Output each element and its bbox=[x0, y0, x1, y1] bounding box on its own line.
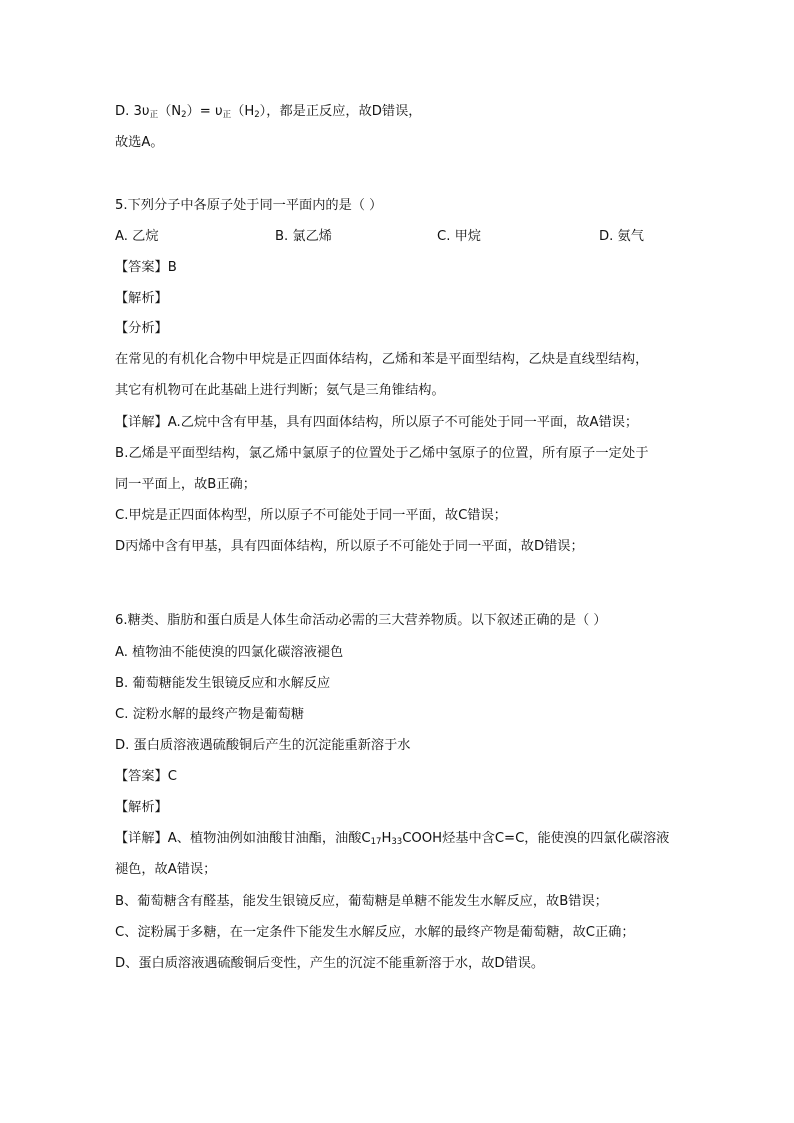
q5-detail-d: D丙烯中含有甲基，具有四面体结构，所以原子不可能处于同一平面，故D错误； bbox=[115, 539, 584, 554]
q6-detail-c: C、淀粉属于多糖，在一定条件下能发生水解反应，水解的最终产物是葡萄糖，故C正确； bbox=[115, 925, 635, 940]
text-segment: COOH烃基中含C=C，能使溴的四氯化碳溶液 bbox=[402, 831, 670, 846]
prev-option-d-explanation bbox=[115, 103, 421, 124]
question-6-stem: 6.糖类、脂肪和蛋白质是人体生命活动必需的三大营养物质。以下叙述正确的是（ ） bbox=[115, 613, 607, 628]
text-segment: ），都是正反应，故D错误， bbox=[259, 104, 422, 119]
subscript: 正 bbox=[222, 110, 232, 120]
q6-option-a: A. 植物油不能使溴的四氯化碳溶液褪色 bbox=[115, 645, 344, 660]
q6-option-d: D. 蛋白质溶液遇硫酸铜后产生的沉淀能重新溶于水 bbox=[115, 738, 411, 753]
q6-detail-d: D、蛋白质溶液遇硫酸铜后变性，产生的沉淀不能重新溶于水，故D错误。 bbox=[115, 956, 545, 971]
text-segment: 【详解】A、植物油例如油酸甘油酯，油酸C bbox=[115, 831, 371, 846]
q6-detail-b: B、葡萄糖含有醛基，能发生银镜反应，葡萄糖是单糖不能发生水解反应，故B错误； bbox=[115, 894, 608, 909]
q5-analysis-heading: 【解析】 bbox=[115, 291, 168, 306]
q5-option-a: A. 乙烷 bbox=[115, 229, 159, 244]
q5-detail-b-line-2: 同一平面上，故B正确； bbox=[115, 477, 256, 492]
q5-option-b: B. 氯乙烯 bbox=[275, 229, 332, 244]
q5-detail-b-line-1: B.乙烯是平面型结构，氯乙烯中氯原子的位置处于乙烯中氢原子的位置，所有原子一定处于 bbox=[115, 446, 649, 461]
q5-analysis-line-2: 其它有机物可在此基础上进行判断；氨气是三角锥结构。 bbox=[115, 383, 445, 398]
q6-option-c: C. 淀粉水解的最终产物是葡萄糖 bbox=[115, 707, 305, 722]
subscript: 2 bbox=[181, 110, 187, 120]
q6-answer: 【答案】C bbox=[115, 769, 177, 784]
q5-detail-a: 【详解】A.乙烷中含有甲基，具有四面体结构，所以原子不可能处于同一平面，故A错误； bbox=[115, 415, 639, 430]
text-segment: D. 3υ bbox=[115, 104, 150, 119]
q5-analysis-line-1: 在常见的有机化合物中甲烷是正四面体结构，乙烯和苯是平面型结构，乙炔是直线型结构， bbox=[115, 352, 649, 367]
subscript: 33 bbox=[391, 837, 403, 847]
text-segment: ）= υ bbox=[186, 104, 223, 119]
q5-option-c: C. 甲烷 bbox=[437, 229, 481, 244]
q6-option-b: B. 葡萄糖能发生银镜反应和水解反应 bbox=[115, 676, 331, 691]
subscript: 2 bbox=[254, 110, 260, 120]
q6-analysis-heading: 【解析】 bbox=[115, 800, 168, 815]
q6-detail-a-line-2: 褪色，故A错误； bbox=[115, 862, 217, 877]
q5-option-d: D. 氨气 bbox=[599, 229, 644, 244]
text-segment: （H bbox=[231, 104, 255, 119]
question-5-stem: 5.下列分子中各原子处于同一平面内的是（ ） bbox=[115, 198, 383, 213]
text-segment: （N bbox=[158, 104, 182, 119]
q6-detail-a-line-1 bbox=[115, 830, 669, 851]
q5-fenxi-heading: 【分析】 bbox=[115, 321, 168, 336]
subscript: 17 bbox=[370, 837, 382, 847]
subscript: 正 bbox=[149, 110, 159, 120]
q5-answer: 【答案】B bbox=[115, 260, 177, 275]
prev-choice: 故选A。 bbox=[115, 135, 164, 150]
q5-detail-c: C.甲烷是正四面体构型，所以原子不可能处于同一平面，故C错误； bbox=[115, 508, 507, 523]
text-segment: H bbox=[381, 831, 392, 846]
